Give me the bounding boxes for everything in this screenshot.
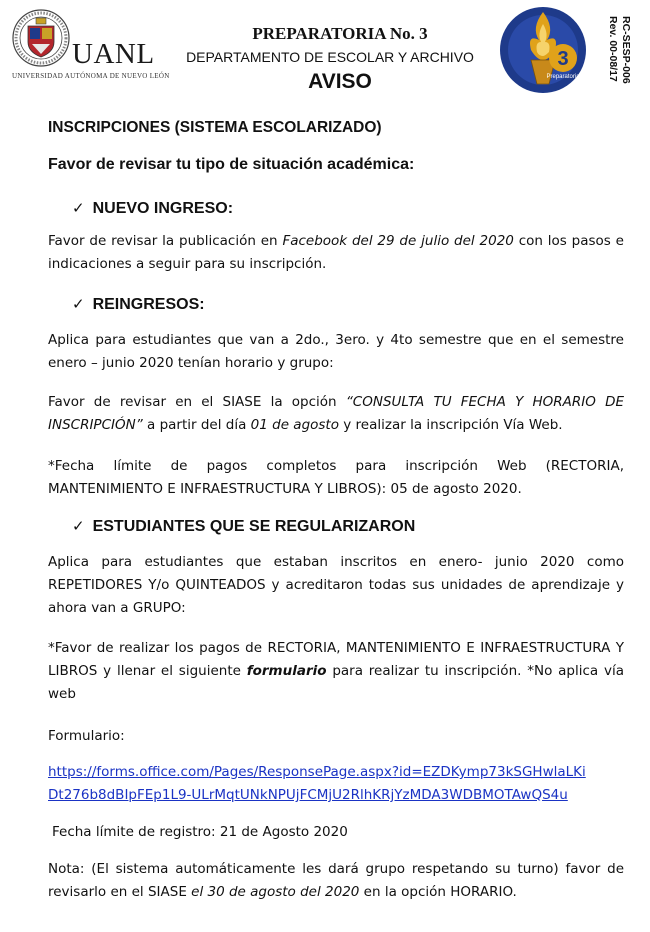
section-title-label: REINGRESOS: xyxy=(92,296,205,313)
sub-heading: Favor de revisar tu tipo de situación académica: xyxy=(48,156,415,173)
form-link-line-2[interactable]: Dt276b8dBIpFEp1L9-ULrMqtUNkNPUjFCMjU2RlhKRjYzMDA3WDBMOTAwQS4u xyxy=(48,787,568,803)
document-code-block xyxy=(602,16,632,98)
reingresos-paragraph-2: Favor de revisar en el SIASE la opción “CONSULTA TU FECHA Y HORARIO DE INSCRIPCIÓN” a partir del día 01 de agosto y realizar la inscripción Vía Web. xyxy=(48,394,624,433)
form-link-line-1[interactable]: https://forms.office.com/Pages/ResponsePage.aspx?id=EZDKymp73kSGHwlaLKi xyxy=(48,764,586,780)
reingresos-paragraph-1: Aplica para estudiantes que van a 2do., 3ero. y 4to semestre que en el semestre enero – junio 2020 tenían horario y grupo: xyxy=(48,332,624,371)
university-fullname: UNIVERSIDAD AUTÓNOMA DE NUEVO LEÓN xyxy=(12,72,170,80)
main-heading: INSCRIPCIONES (SISTEMA ESCOLARIZADO) xyxy=(48,119,382,136)
section-title-nuevo-ingreso xyxy=(72,199,233,218)
checkmark-icon: ✓ xyxy=(72,517,85,535)
uanl-seal-logo xyxy=(12,8,70,70)
logo-caption: Preparatoria xyxy=(546,74,580,80)
logo-number: 3 xyxy=(557,48,569,70)
section-title-label: NUEVO INGRESO: xyxy=(92,200,234,217)
document-revision: Rev. 00-08/17 xyxy=(607,16,619,82)
checkmark-icon: ✓ xyxy=(72,199,85,217)
regularizaron-paragraph-1: Aplica para estudiantes que estaban inscritos en enero- junio 2020 como REPETIDORES Y/o QUINTEADOS y acreditaron todas sus unidades de aprendizaje y ahora van a GRUPO: xyxy=(48,554,624,616)
section-title-label: ESTUDIANTES QUE SE REGULARIZARON xyxy=(92,518,416,535)
page-title: PREPARATORIA No. 3 xyxy=(252,24,428,43)
uanl-wordmark: UANL xyxy=(72,38,155,70)
prepa-3-torch-logo xyxy=(497,4,589,100)
form-label: Formulario: xyxy=(48,728,125,744)
nuevo-ingreso-paragraph: Favor de revisar la publicación en Facebook del 29 de julio del 2020 con los pasos e indicaciones a seguir para su inscripción. xyxy=(48,233,624,272)
form-link[interactable] xyxy=(48,761,628,807)
registration-deadline: Fecha límite de registro: 21 de Agosto 2020 xyxy=(52,824,348,840)
section-title-regularizaron xyxy=(72,517,415,536)
regularizaron-paragraph-2: *Favor de realizar los pagos de RECTORIA, MANTENIMIENTO E INFRAESTRUCTURA Y LIBROS y llenar el siguiente formulario para realizar tu inscripción. *No aplica vía web xyxy=(48,640,624,702)
note-paragraph: Nota: (El sistema automáticamente les dará grupo respetando su turno) favor de revisarlo en el SIASE el 30 de agosto del 2020 en la opción HORARIO. xyxy=(48,861,624,900)
reingresos-paragraph-3: *Fecha límite de pagos completos para inscripción Web (RECTORIA, MANTENIMIENTO E INFRAESTRUCTURA Y LIBROS): 05 de agosto 2020. xyxy=(48,458,624,497)
section-title-reingresos xyxy=(72,295,205,314)
notice-heading: AVISO xyxy=(308,70,372,93)
department-name: DEPARTAMENTO DE ESCOLAR Y ARCHIVO xyxy=(186,49,474,65)
checkmark-icon: ✓ xyxy=(72,295,85,313)
document-code: RC-SESP-006 xyxy=(620,16,632,84)
